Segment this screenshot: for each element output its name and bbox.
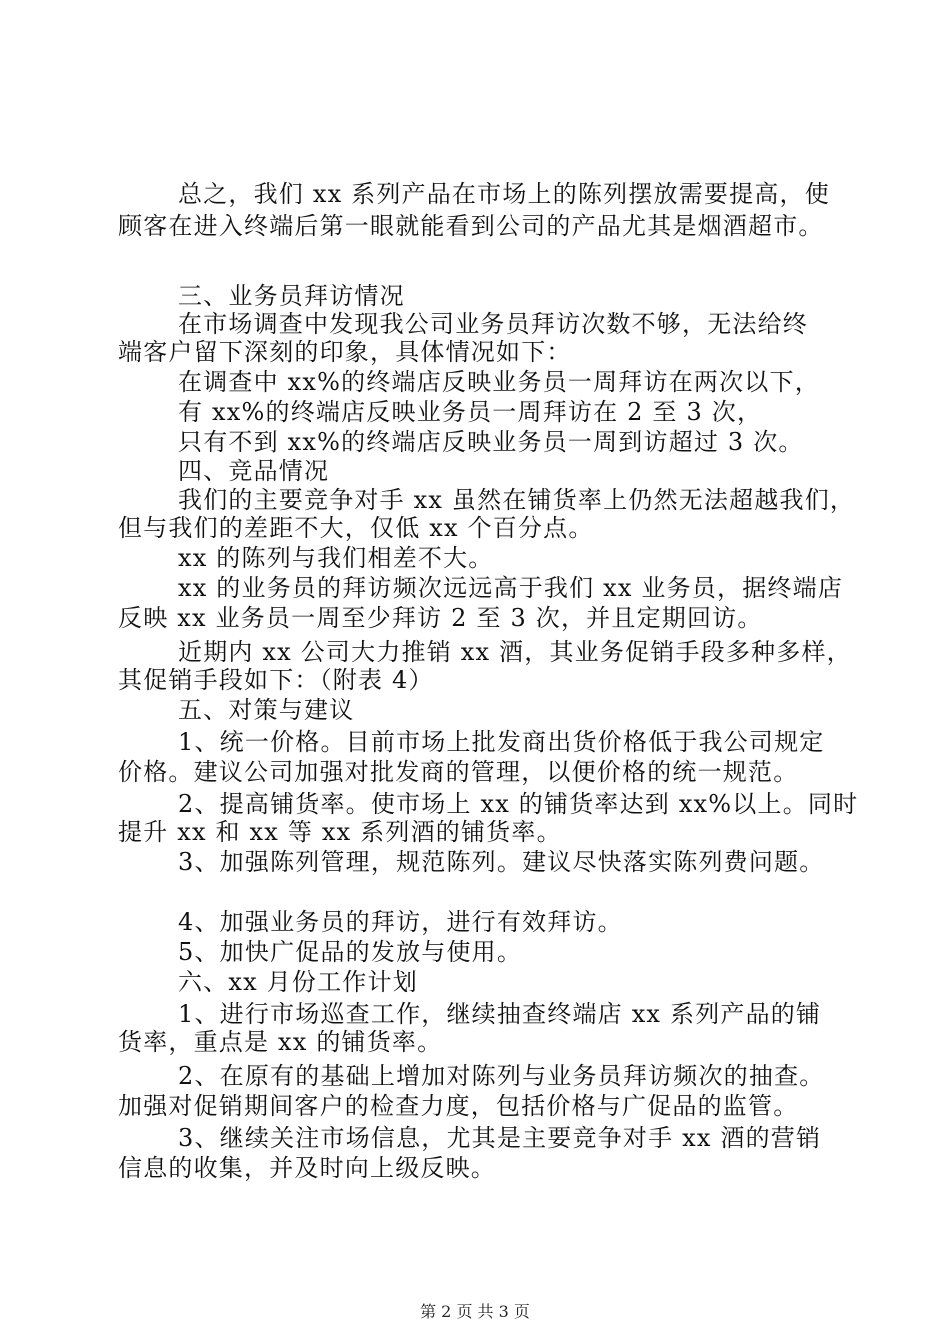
paragraph-line: 端客户留下深刻的印象，具体情况如下： — [118, 338, 572, 366]
paragraph-line: 3、继续关注市场信息，尤其是主要竞争对手 xx 酒的营销 — [178, 1124, 822, 1152]
paragraph-line: xx 的陈列与我们相差不大。 — [178, 544, 494, 572]
paragraph-line: 其促销手段如下：（附表 4） — [118, 666, 434, 694]
paragraph-line: 货率，重点是 xx 的铺货率。 — [118, 1028, 443, 1056]
paragraph-line: 只有不到 xx%的终端店反映业务员一周到访超过 3 次。 — [178, 428, 804, 456]
page-footer: 第 2 页 共 3 页 — [420, 1302, 530, 1321]
paragraph-line: xx 的业务员的拜访频次远远高于我们 xx 业务员，据终端店 — [178, 574, 844, 602]
paragraph-line: 1、统一价格。目前市场上批发商出货价格低于我公司规定 — [178, 728, 825, 756]
paragraph-line: 价格。建议公司加强对批发商的管理，以便价格的统一规范。 — [118, 758, 799, 786]
section-heading: 四、竞品情况 — [178, 457, 330, 485]
paragraph-line: 5、加快广促品的发放与使用。 — [178, 938, 523, 966]
paragraph-line: 近期内 xx 公司大力推销 xx 酒，其业务促销手段多种多样， — [178, 638, 852, 666]
paragraph-line: 4、加强业务员的拜访，进行有效拜访。 — [178, 908, 623, 936]
paragraph-line: 提升 xx 和 xx 等 xx 系列酒的铺货率。 — [118, 818, 562, 846]
paragraph-line: 但与我们的差距不大，仅低 xx 个百分点。 — [118, 514, 594, 542]
section-heading: 五、对策与建议 — [178, 696, 355, 724]
paragraph-line: 2、提高铺货率。使市场上 xx 的铺货率达到 xx%以上。同时 — [178, 790, 859, 818]
paragraph-line: 信息的收集，并及时向上级反映。 — [118, 1154, 496, 1182]
paragraph-line: 我们的主要竞争对手 xx 虽然在铺货率上仍然无法超越我们， — [178, 486, 856, 514]
paragraph-line: 总之，我们 xx 系列产品在市场上的陈列摆放需要提高，使 — [178, 180, 830, 208]
paragraph-line: 加强对促销期间客户的检查力度，包括价格与广促品的监管。 — [118, 1092, 799, 1120]
paragraph-line: 顾客在进入终端后第一眼就能看到公司的产品尤其是烟酒超市。 — [118, 212, 824, 240]
paragraph-line: 反映 xx 业务员一周至少拜访 2 至 3 次，并且定期回访。 — [118, 604, 763, 632]
paragraph-line: 在市场调查中发现我公司业务员拜访次数不够，无法给终 — [178, 310, 808, 338]
paragraph-line: 3、加强陈列管理，规范陈列。建议尽快落实陈列费问题。 — [178, 848, 825, 876]
paragraph-line: 有 xx%的终端店反映业务员一周拜访在 2 至 3 次， — [178, 398, 763, 426]
section-heading: 六、xx 月份工作计划 — [178, 968, 418, 996]
paragraph-line: 在调查中 xx%的终端店反映业务员一周拜访在两次以下， — [178, 368, 820, 396]
paragraph-line: 1、进行市场巡查工作，继续抽查终端店 xx 系列产品的铺 — [178, 1000, 822, 1028]
paragraph-line: 2、在原有的基础上增加对陈列与业务员拜访频次的抽查。 — [178, 1062, 825, 1090]
section-heading: 三、业务员拜访情况 — [178, 282, 405, 310]
